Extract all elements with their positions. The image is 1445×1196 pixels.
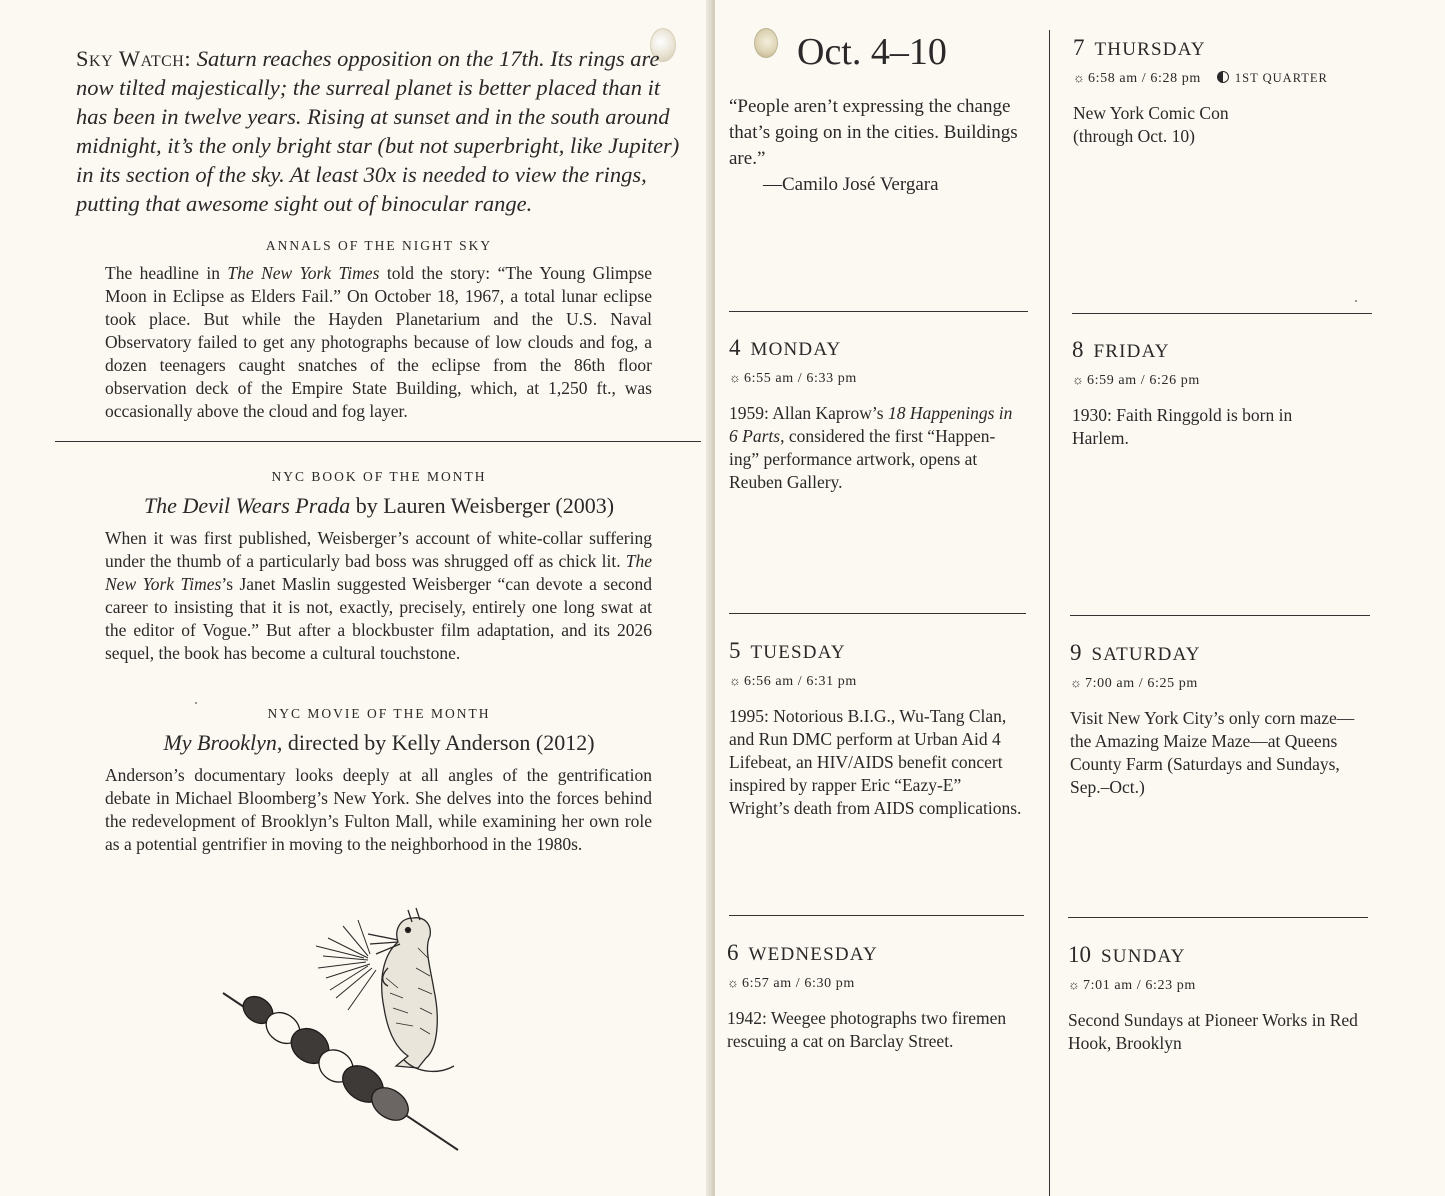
day-heading [1068, 942, 1358, 968]
day-separator [1072, 313, 1372, 314]
book-title: The Devil Wears Prada by Lauren Weisberger (2003) [143, 493, 615, 518]
day-event: Second Sundays at Pioneer Works in Red Hook, Brooklyn [1068, 1010, 1358, 1053]
day-heading [1073, 35, 1328, 61]
column-divider [1049, 30, 1050, 1196]
day-friday [1072, 337, 1322, 450]
day-heading [729, 638, 1024, 664]
day-separator [1070, 615, 1370, 616]
day-name: THURSDAY [1094, 39, 1206, 60]
sun-outline-icon: ☼ [1068, 977, 1081, 992]
sky-watch [76, 44, 682, 218]
day-heading [1070, 640, 1365, 666]
day-event: New York Comic Con (through Oct. 10) [1073, 103, 1229, 146]
sun-outline-icon: ☼ [1070, 675, 1083, 690]
sky-watch-text: Saturn reaches opposition on the 17th. Its rings are now tilted majestically; the surreal planet is better placed than it has been in twelve years. Rising at sunset and in the south around midnight, it’s the only bright star (but not superbright, like Jupiter) in its section of the sky. At least 30x is needed to view the rings, putting that awesome sight out of binocular range. [76, 46, 680, 216]
day-heading [1072, 337, 1322, 363]
day-name: SUNDAY [1101, 946, 1186, 967]
left-page [0, 0, 712, 1196]
sun-times: ☼ 6:56 am / 6:31 pm [729, 673, 857, 689]
sun-outline-icon: ☼ [1072, 372, 1085, 387]
day-saturday [1070, 640, 1365, 799]
first-quarter-moon-icon [1217, 71, 1229, 83]
sun-times: ☼ 7:00 am / 6:25 pm [1070, 675, 1198, 691]
book-heading: NYC BOOK OF THE MONTH [271, 469, 487, 484]
paper-speck [1355, 300, 1357, 302]
day-event: 1942: Weegee photographs two firemen rescuing a cat on Barclay Street. [727, 1008, 1007, 1051]
paper-speck [195, 702, 197, 704]
day-number: 9 [1070, 640, 1082, 665]
day-thursday [1073, 35, 1328, 148]
day-event: 1995: Notorious B.I.G., Wu-Tang Clan, and Run DMC perform at Urban Aid 4 Lifebeat, an HIV/AIDS benefit concert inspired by rapper Eric “Eazy-E” Wright’s death from AIDS complications. [729, 706, 1022, 818]
annals-heading: ANNALS OF THE NIGHT SKY [265, 238, 493, 253]
day-event: Visit New York City’s only corn maze—the Amazing Maize Maze—at Queens County Farm (Saturdays and Sundays, Sep.–Oct.) [1070, 708, 1355, 797]
annals-text: The headline in The New York Times told the story: “The Young Glimpse Moon in Eclipse as Elders Fail.” On October 18, 1967, a total lunar eclipse took place. But while the Hayden Planetarium and the U.S. Naval Observatory failed to get any photographs because of low clouds and fog, a dozen teenagers caught snatches of the eclipse from the 86th floor observation deck of the Empire State Building, which, at 1,250 ft., was occasionally above the cloud and fog layer. [105, 263, 652, 421]
day-name: SATURDAY [1091, 644, 1201, 665]
day-separator [1068, 917, 1368, 918]
day-monday [729, 335, 1024, 494]
day-separator [729, 613, 1026, 614]
squirrel-figure [368, 908, 454, 1071]
sun-outline-icon: ☼ [1073, 70, 1086, 85]
day-tuesday [729, 638, 1024, 820]
day-name: FRIDAY [1093, 341, 1170, 362]
sun-times: ☼ 6:55 am / 6:33 pm [729, 370, 857, 386]
day-number: 4 [729, 335, 741, 360]
day-event: 1930: Faith Ringgold is born in Harlem. [1072, 405, 1293, 448]
book-text: When it was first published, Weisberger’s account of white-collar suffering under the thumb of a particularly bad boss was shrugged off as chick lit. The New York Times’s Janet Maslin suggested Weisberger “can devote a second career to insisting that it is not, exactly, precisely, entirely one long swat at the editor of Vogue.” But after a blockbuster film adaptation, and its 2026 sequel, the book has become a cultural touchstone. [105, 528, 652, 663]
week-title: Oct. 4–10 [797, 31, 947, 73]
movie-title: My Brooklyn, directed by Kelly Anderson (2012) [163, 730, 595, 755]
day-name: WEDNESDAY [748, 944, 878, 965]
sun-times: ☼ 6:57 am / 6:30 pm [727, 975, 855, 991]
moon-phase: 1ST QUARTER [1217, 71, 1328, 86]
day-event: 1959: Allan Kaprow’s 18 Happenings in 6 Parts, considered the first “Happen-ing” performance artwork, opens at Reuben Gallery. [729, 403, 1013, 492]
quote-text: “People aren’t expressing the change that’s going on in the cities. Buildings are.” [729, 96, 1018, 169]
day-wednesday [727, 940, 1022, 1053]
day-separator [729, 311, 1028, 312]
day-heading [727, 940, 1022, 966]
squirrel-illustration [218, 898, 468, 1153]
day-number: 5 [729, 638, 741, 663]
movie-heading: NYC MOVIE OF THE MONTH [267, 706, 491, 721]
day-name: TUESDAY [750, 642, 846, 663]
day-number: 8 [1072, 337, 1084, 362]
day-separator [729, 915, 1024, 916]
sun-outline-icon: ☼ [727, 975, 740, 990]
sun-outline-icon: ☼ [729, 370, 742, 385]
movie-text: Anderson’s documentary looks deeply at all angles of the gentrification debate in Michael Bloomberg’s New York. She delves into the forces behind the redevelopment of Brooklyn’s Fulton Mall, while examining her own role as a potential gentrifier in moving to the neighborhood in the 1980s. [105, 765, 652, 854]
day-heading [729, 335, 1024, 361]
day-number: 7 [1073, 35, 1085, 60]
sun-outline-icon: ☼ [729, 673, 742, 688]
quote [729, 94, 1019, 198]
day-number: 6 [727, 940, 739, 965]
day-number: 10 [1068, 942, 1091, 967]
sun-times: ☼ 6:58 am / 6:28 pm 1ST QUARTER [1073, 70, 1328, 86]
sky-watch-lead: Sky Watch: [76, 46, 192, 71]
section-divider [55, 441, 701, 442]
sun-times: ☼ 6:59 am / 6:26 pm [1072, 372, 1200, 388]
day-name: MONDAY [750, 339, 842, 360]
moon-phase-icon [754, 28, 778, 58]
quote-author: —Camilo José Vergara [763, 174, 939, 195]
sun-times: ☼ 7:01 am / 6:23 pm [1068, 977, 1196, 993]
pine-needles [316, 920, 376, 1010]
day-sunday [1068, 942, 1358, 1055]
